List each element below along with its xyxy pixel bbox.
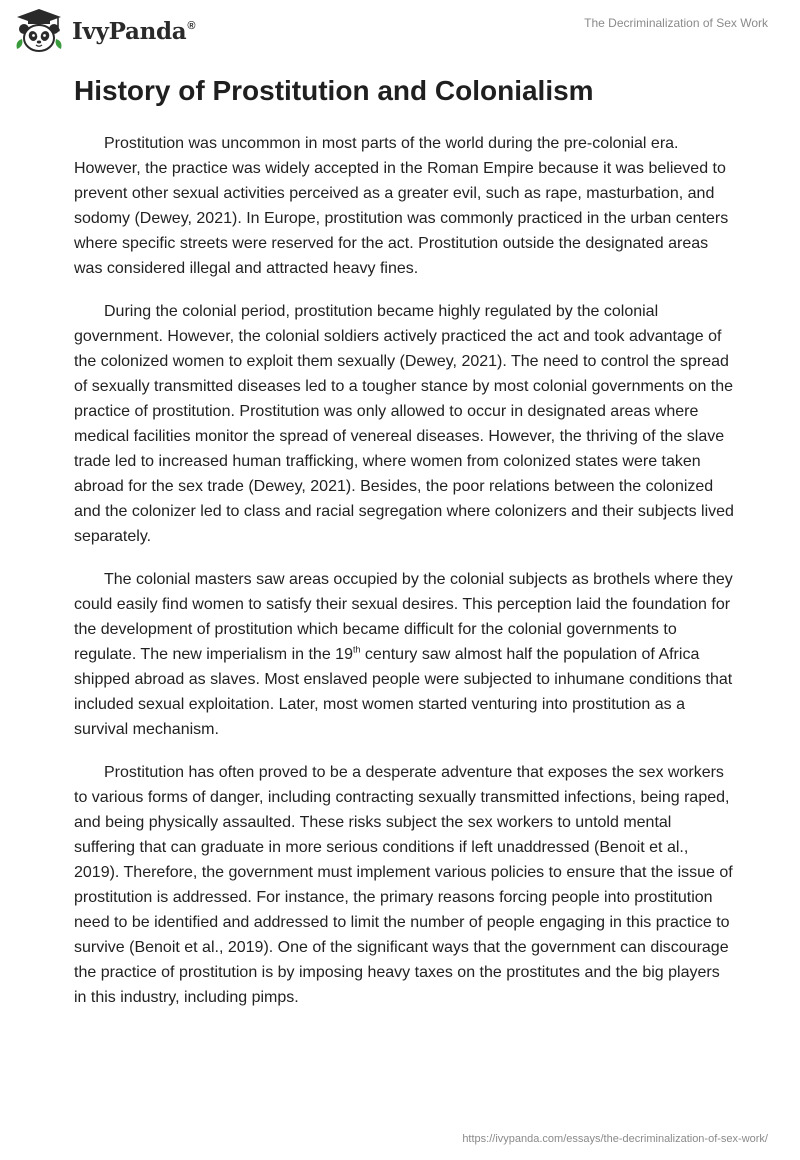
ivypanda-logo[interactable] [14,8,195,54]
paragraph-3 [74,567,734,742]
registered-mark: ® [187,19,196,32]
paragraph-3-text-end: century saw almost half the population of Africa shipped abroad as slaves. Most enslaved people were subjected to inhumane conditions that included sexual exploitation. Later, most women started venturing into prostitution as a survival mechanism. [74,646,733,738]
page-header [0,0,800,60]
paragraph-2: During the colonial period, prostitution became highly regulated by the colonial government. However, the colonial soldiers actively practiced the act and took advantage of the colonized women to exploit them sexually (Dewey, 2021). The need to control the spread of sexually transmitted diseases led to a tougher stance by most colonial governments on the practice of prostitution. Prostitution was only allowed to occur in designated areas where medical facilities monitor the spread of venereal diseases. However, the thriving of the slave trade led to increased human trafficking, where women from colonized states were taken abroad for the sex trade (Dewey, 2021). Besides, the poor relations between the colonized and the colonizer led to class and racial segregation where colonizers and their subjects lived separately. [74,303,734,545]
document-title: The Decriminalization of Sex Work [584,16,768,30]
logo-wordmark [72,18,195,45]
ordinal-superscript: th [352,644,361,655]
paragraph-3-text-start: The colonial masters saw areas occupied by the colonial subjects as brothels where they could easily find women to satisfy their sexual desires. This perception laid the foundation for the development of prostitution which became difficult for the colonial governments to regulate. The new imperialism in the 19 [74,571,733,663]
logo-text: IvyPanda [72,17,187,45]
paragraph-4: Prostitution has often proved to be a desperate adventure that exposes the sex workers to various forms of danger, including contracting sexually transmitted infections, being raped, and being physically assaulted. These risks subject the sex workers to untold mental suffering that can graduate in more serious conditions if left unaddressed (Benoit et al., 2019). Therefore, the government must implement various policies to ensure that the issue of prostitution is addressed. For instance, the primary reasons forcing people into prostitution need to be identified and addressed to limit the number of people engaging in this practice to survive (Benoit et al., 2019). One of the significant ways that the government can discourage the practice of prostitution is by imposing heavy taxes on the prostitutes and the big players in this industry, including pimps. [74,764,733,1006]
article-content [74,72,734,1028]
section-heading: History of Prostitution and Colonialism [74,75,594,106]
panda-graduation-cap-icon [14,8,64,54]
paragraph-1: Prostitution was uncommon in most parts of the world during the pre-colonial era. However, the practice was widely accepted in the Roman Empire because it was believed to prevent other sexual activities perceived as a greater evil, such as rape, masturbation, and sodomy (Dewey, 2021). In Europe, prostitution was commonly practiced in the urban centers where specific streets were reserved for the act. Prostitution outside the designated areas was considered illegal and attracted heavy fines. [74,135,729,277]
source-url[interactable]: https://ivypanda.com/essays/the-decriminalization-of-sex-work/ [462,1133,768,1145]
